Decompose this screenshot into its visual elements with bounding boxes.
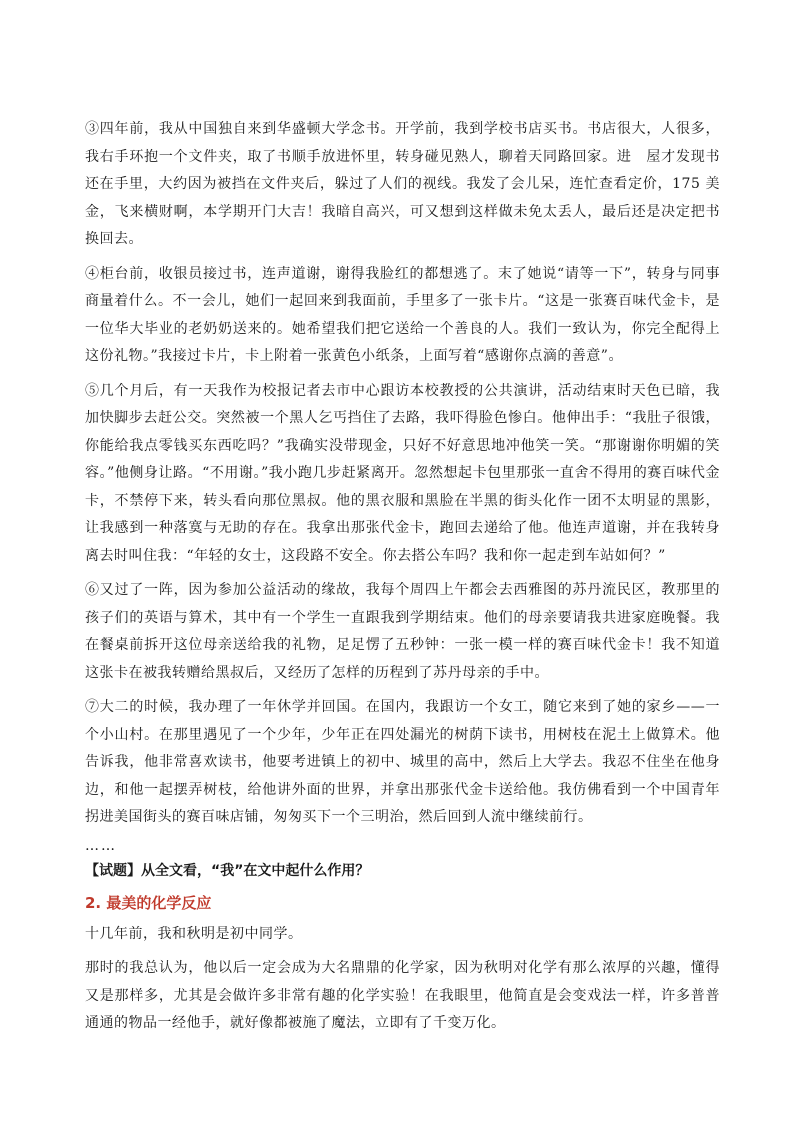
- document-page: [85, 116, 720, 1045]
- section-title: 最美的化学反应: [106, 893, 212, 912]
- section-number: 2.: [85, 893, 102, 912]
- story-paragraph-1: 十几年前，我和秋明是初中同学。: [85, 925, 303, 942]
- exam-question: 【试题】从全文看，“我”在文中起什么作用？: [85, 862, 370, 879]
- paragraph-6: ⑥又过了一阵，因为参加公益活动的缘故，我每个周四上午都会去西雅图的苏丹流民区，教那里的孩子们的英语与算术，其中有一个学生一直跟我到学期结束。他们的母亲要请我共进家庭晚餐。我在餐桌前拆开这位母亲送给我的礼物，足足愣了五秒钟：一张一模一样的赛百味代金卡！我不知道这张卡在被我转赠给黑叔后，又经历了怎样的历程到了苏丹母亲的手中。: [85, 582, 720, 681]
- ellipsis: ……: [85, 837, 117, 854]
- paragraph-4: ④柜台前，收银员接过书，连声道谢，谢得我脸红的都想逃了。末了她说“请等一下”，转身与同事商量着什么。不一会儿，她们一起回来到我面前，手里多了一张卡片。“这是一张赛百味代金卡，是一位华大毕业的老奶奶送来的。她希望我们把它送给一个善良的人。我们一致认为，你完全配得上这份礼物。”我接过卡片，卡上附着一张黄色小纸条，上面写着“感谢你点滴的善意”。: [85, 265, 720, 364]
- paragraph-7: ⑦大二的时候，我办理了一年休学并回国。在国内，我跟访一个女工，随它来到了她的家乡——一个小山村。在那里遇见了一个少年，少年正在四处漏光的树荫下读书，用树枝在泥土上做算术。他告诉我，他非常喜欢读书，他要考进镇上的初中、城里的高中，然后上大学去。我忍不住坐在他身边，和他一起摆弄树枝，给他讲外面的世界，并拿出那张代金卡送给他。我仿佛看到一个中国青年拐进美国街头的赛百味店铺，匆匆买下一个三明治，然后回到人流中继续前行。: [85, 699, 720, 825]
- story-paragraph-2: 那时的我总认为，他以后一定会成为大名鼎鼎的化学家，因为秋明对化学有那么浓厚的兴趣，懂得又是那样多，尤其是会做许多非常有趣的化学实验！在我眼里，他简直是会变戏法一样，许多普普通通的物品一经他手，就好像都被施了魔法，立即有了千变万化。: [85, 960, 720, 1031]
- section-heading: [85, 889, 720, 917]
- paragraph-5: ⑤几个月后，有一天我作为校报记者去市中心跟访本校教授的公共演讲，活动结束时天色已暗，我加快脚步去赶公交。突然被一个黑人乞丐挡住了去路，我吓得脸色惨白。他伸出手：“我肚子很饿，你能给我点零钱买东西吃吗？”我确实没带现金，只好不好意思地冲他笑一笑。“那谢谢你明媚的笑容。”他侧身让路。“不用谢。”我小跑几步赶紧离开。忽然想起卡包里那张一直舍不得用的赛百味代金卡，不禁停下来，转头看向那位黑叔。他的黑衣服和黑脸在半黑的街头化作一团不太明显的黑影，让我感到一种落寞与无助的存在。我拿出那张代金卡，跑回去递给了他。他连声道谢，并在我转身离去时叫住我：“年轻的女士，这段路不安全。你去搭公车吗？我和你一起走到车站如何？”: [85, 382, 720, 564]
- paragraph-3: ③四年前，我从中国独自来到华盛顿大学念书。开学前，我到学校书店买书。书店很大，人很多，我右手环抱一个文件夹，取了书顺手放进怀里，转身碰见熟人，聊着天同路回家。进 屋才发现书还在手里，大约因为被挡在文件夹后，躲过了人们的视线。我发了会儿呆，连忙查看定价，175 美金，飞来横财啊，本学期开门大吉！我暗自高兴，可又想到这样做未免太丢人，最后还是决定把书换回去。: [85, 121, 720, 247]
